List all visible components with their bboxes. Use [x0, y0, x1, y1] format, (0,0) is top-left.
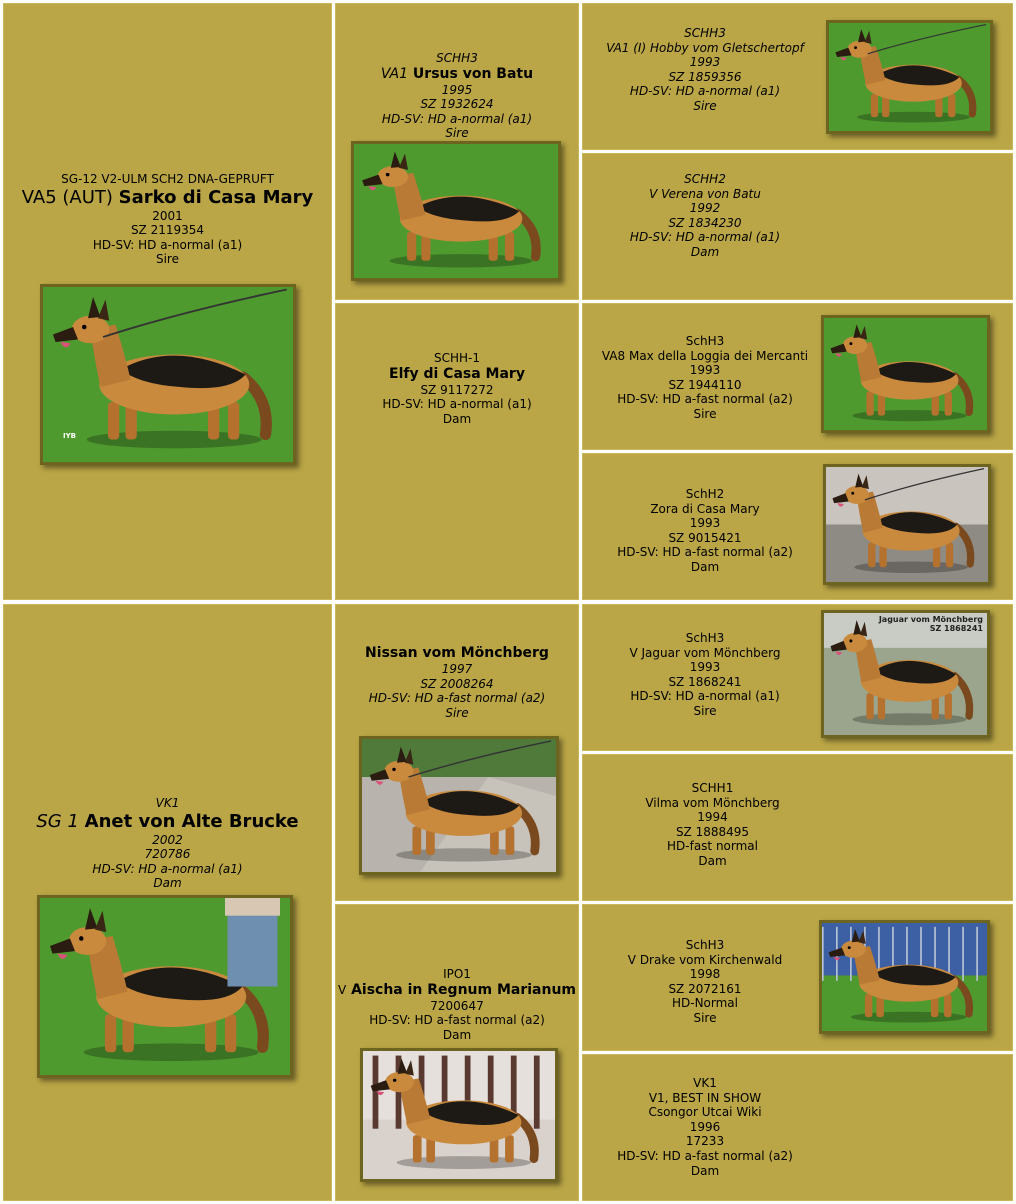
sarko-year: 2001 — [152, 208, 183, 223]
vilma-title: SCHH1 — [691, 781, 734, 795]
ursus-prefix: VA1 — [380, 65, 409, 82]
anet-year: 2002 — [152, 832, 183, 847]
aischa-sz: 7200647 — [430, 998, 484, 1013]
jaguar-year: 1993 — [689, 660, 721, 675]
drake-title: SchH3 — [685, 938, 725, 952]
hobby-name: VA1 (I) Hobby vom Gletschertopf — [606, 40, 804, 55]
drake-sz: SZ 2072161 — [668, 981, 742, 996]
anet-title: VK1 — [155, 796, 180, 810]
jaguar-hd: HD-SV: HD a-normal (a1) — [630, 689, 780, 704]
zora-photo[interactable] — [823, 464, 991, 585]
verena-title: SCHH2 — [684, 172, 726, 186]
verena-name: V Verena von Batu — [649, 186, 761, 201]
dog-photo-drawing — [354, 144, 558, 278]
drake-name: V Drake vom Kirchenwald — [627, 952, 783, 967]
elfy-sz: SZ 9117272 — [420, 382, 494, 397]
zora-role: Dam — [690, 559, 720, 574]
jaguar-role: Sire — [693, 703, 717, 718]
hobby-photo[interactable] — [826, 20, 993, 134]
drake-photo[interactable] — [819, 920, 990, 1034]
max-year: 1993 — [689, 363, 721, 378]
anet-photo[interactable] — [37, 895, 293, 1078]
ursus-hd: HD-SV: HD a-normal (a1) — [381, 111, 533, 126]
vilma-sz: SZ 1888495 — [675, 824, 750, 839]
sarko-sz: SZ 2119354 — [130, 223, 205, 238]
nissan-hd: HD-SV: HD a-fast normal (a2) — [368, 691, 546, 706]
anet-name-line — [36, 811, 298, 833]
csongor-line2: V1, BEST IN SHOW — [648, 1090, 762, 1105]
ursus-photo[interactable] — [351, 141, 561, 281]
ursus-title: SCHH3 — [436, 51, 478, 65]
aischa-role: Dam — [442, 1027, 472, 1042]
csongor-role: Dam — [690, 1163, 720, 1178]
ursus-name-line — [381, 66, 533, 83]
dog-photo-drawing — [362, 739, 556, 872]
hobby-sz: SZ 1859356 — [668, 69, 742, 84]
max-title: SchH3 — [685, 334, 725, 348]
anet-name: Anet von Alte Brucke — [84, 810, 299, 832]
hobby-hd: HD-SV: HD a-normal (a1) — [629, 84, 781, 99]
ursus-name: Ursus von Batu — [412, 65, 534, 82]
sarko-title: SG-12 V2-ULM SCH2 DNA-GEPRUFT — [61, 172, 274, 186]
jaguar-name: V Jaguar vom Mönchberg — [629, 645, 781, 660]
dog-photo-drawing — [822, 923, 987, 1031]
verena-hd: HD-SV: HD a-normal (a1) — [629, 230, 781, 245]
nissan-year: 1997 — [441, 662, 473, 676]
aischa-prefix: V — [337, 982, 347, 997]
sarko-prefix: VA5 (AUT) — [21, 186, 113, 208]
hobby-role: Sire — [693, 98, 717, 113]
aischa-hd: HD-SV: HD a-fast normal (a2) — [369, 1013, 545, 1028]
nissan-name: Nissan vom Mönchberg — [365, 645, 549, 661]
sarko-photo-label: IYB — [63, 432, 77, 440]
dog-verena — [582, 153, 1013, 300]
jaguar-photo[interactable] — [821, 610, 990, 738]
ursus-year: 1995 — [441, 82, 473, 97]
zora-name: Zora di Casa Mary — [650, 501, 760, 516]
max-sz: SZ 1944110 — [668, 377, 742, 392]
verena-role: Dam — [690, 244, 720, 259]
dog-csongor — [582, 1054, 1013, 1201]
csongor-name: Csongor Utcai Wiki — [648, 1105, 762, 1120]
sarko-name: Sarko di Casa Mary — [118, 186, 314, 208]
top-separator — [0, 600, 1016, 604]
jaguar-photo-caption — [879, 615, 983, 633]
drake-role: Sire — [693, 1010, 717, 1025]
vilma-name: Vilma vom Mönchberg — [645, 795, 780, 810]
elfy-role: Dam — [442, 411, 472, 426]
drake-hd: HD-Normal — [671, 996, 738, 1011]
max-role: Sire — [693, 406, 717, 421]
jaguar-photo-sz: SZ 1868241 — [929, 624, 983, 633]
hobby-title: SCHH3 — [684, 26, 726, 40]
vilma-hd: HD-fast normal — [667, 839, 758, 854]
nissan-sz: SZ 2008264 — [420, 676, 494, 691]
dog-photo-drawing — [829, 23, 990, 131]
anet-role: Dam — [153, 876, 182, 891]
zora-title: SchH2 — [685, 487, 725, 501]
elfy-name: Elfy di Casa Mary — [389, 365, 525, 382]
elfy-title: SCHH-1 — [433, 351, 480, 365]
sarko-name-line — [22, 187, 314, 209]
aischa-name-line — [338, 982, 576, 999]
nissan-photo[interactable] — [359, 736, 559, 875]
dog-photo-drawing — [824, 318, 987, 430]
zora-year: 1993 — [689, 516, 721, 531]
dog-photo-drawing — [40, 898, 290, 1075]
nissan-role: Sire — [445, 705, 469, 720]
verena-year: 1992 — [689, 201, 721, 216]
jaguar-sz: SZ 1868241 — [668, 674, 742, 689]
zora-sz: SZ 9015421 — [668, 530, 742, 545]
anet-hd: HD-SV: HD a-normal (a1) — [92, 861, 243, 876]
csongor-sz: 17233 — [685, 1134, 725, 1149]
max-name: VA8 Max della Loggia dei Mercanti — [601, 348, 809, 363]
sarko-hd: HD-SV: HD a-normal (a1) — [92, 237, 243, 252]
dog-photo-drawing — [363, 1051, 555, 1179]
drake-year: 1998 — [689, 967, 721, 982]
dog-photo-drawing — [826, 467, 988, 582]
aischa-title: IPO1 — [443, 967, 471, 981]
aischa-name: Aischa in Regnum Marianum — [351, 981, 577, 998]
sarko-photo[interactable] — [40, 284, 296, 465]
jaguar-photo-name: Jaguar vom Mönchberg — [878, 615, 983, 624]
dog-photo-drawing — [43, 287, 293, 462]
max-photo[interactable] — [821, 315, 990, 433]
csongor-hd: HD-SV: HD a-fast normal (a2) — [617, 1148, 793, 1163]
vilma-year: 1994 — [697, 810, 728, 825]
anet-prefix: SG 1 — [36, 810, 79, 832]
csongor-title: VK1 — [693, 1076, 717, 1090]
anet-sz: 720786 — [144, 847, 191, 862]
max-hd: HD-SV: HD a-fast normal (a2) — [617, 392, 793, 407]
sarko-role: Sire — [155, 252, 179, 267]
hobby-year: 1993 — [689, 55, 721, 70]
aischa-photo[interactable] — [360, 1048, 558, 1182]
dog-vilma — [582, 754, 1013, 901]
csongor-year: 1996 — [689, 1119, 721, 1134]
vilma-role: Dam — [698, 853, 727, 868]
dog-elfy — [335, 303, 579, 600]
ursus-sz: SZ 1932624 — [420, 97, 494, 112]
elfy-hd: HD-SV: HD a-normal (a1) — [382, 397, 532, 412]
verena-sz: SZ 1834230 — [668, 215, 742, 230]
ursus-role: Sire — [445, 126, 469, 141]
zora-hd: HD-SV: HD a-fast normal (a2) — [617, 545, 793, 560]
jaguar-title: SchH3 — [685, 631, 725, 645]
